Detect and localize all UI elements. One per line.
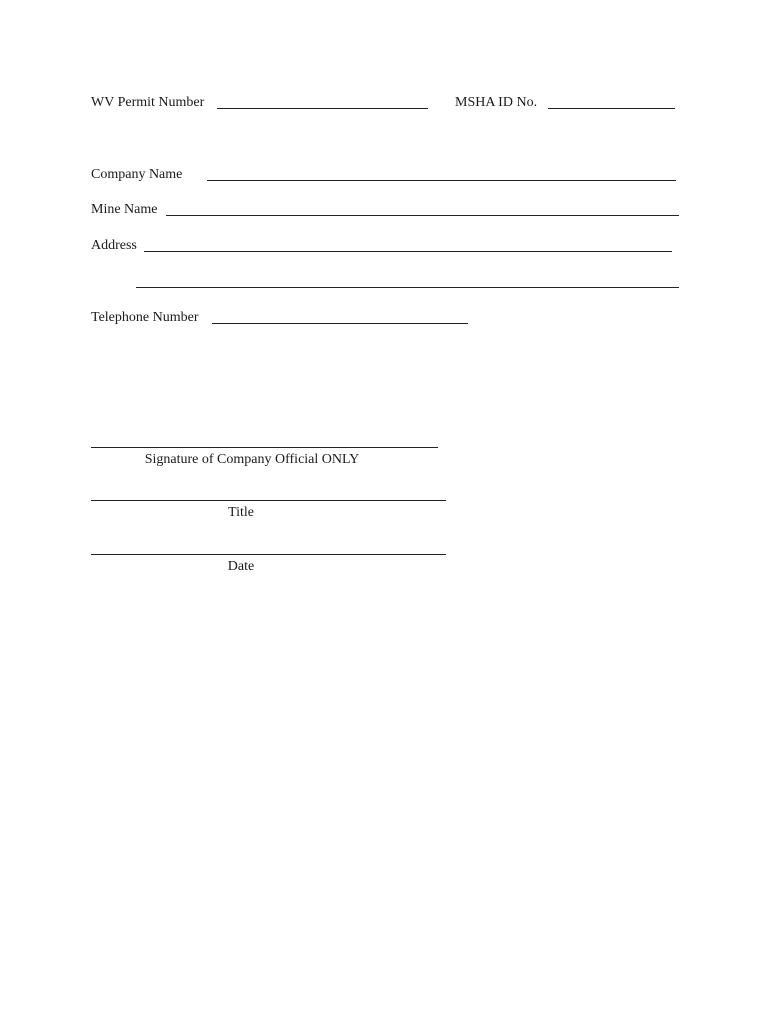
address-field-line-2[interactable] xyxy=(136,287,679,288)
address-field-line-1[interactable] xyxy=(144,251,672,252)
signature-field[interactable] xyxy=(91,447,438,448)
date-field[interactable] xyxy=(91,554,446,555)
title-field[interactable] xyxy=(91,500,446,501)
wv-permit-number-field[interactable] xyxy=(217,108,428,109)
mine-name-field[interactable] xyxy=(166,215,679,216)
telephone-number-label: Telephone Number xyxy=(91,310,199,325)
company-name-label: Company Name xyxy=(91,167,183,182)
msha-id-label: MSHA ID No. xyxy=(455,95,538,110)
mine-name-label: Mine Name xyxy=(91,202,158,217)
telephone-number-field[interactable] xyxy=(212,323,468,324)
msha-id-field[interactable] xyxy=(548,108,675,109)
signature-label: Signature of Company Official ONLY xyxy=(144,452,360,467)
company-name-field[interactable] xyxy=(207,180,676,181)
wv-permit-number-label: WV Permit Number xyxy=(91,95,205,110)
date-label: Date xyxy=(227,559,255,574)
title-label: Title xyxy=(228,505,254,520)
address-label: Address xyxy=(91,238,137,253)
